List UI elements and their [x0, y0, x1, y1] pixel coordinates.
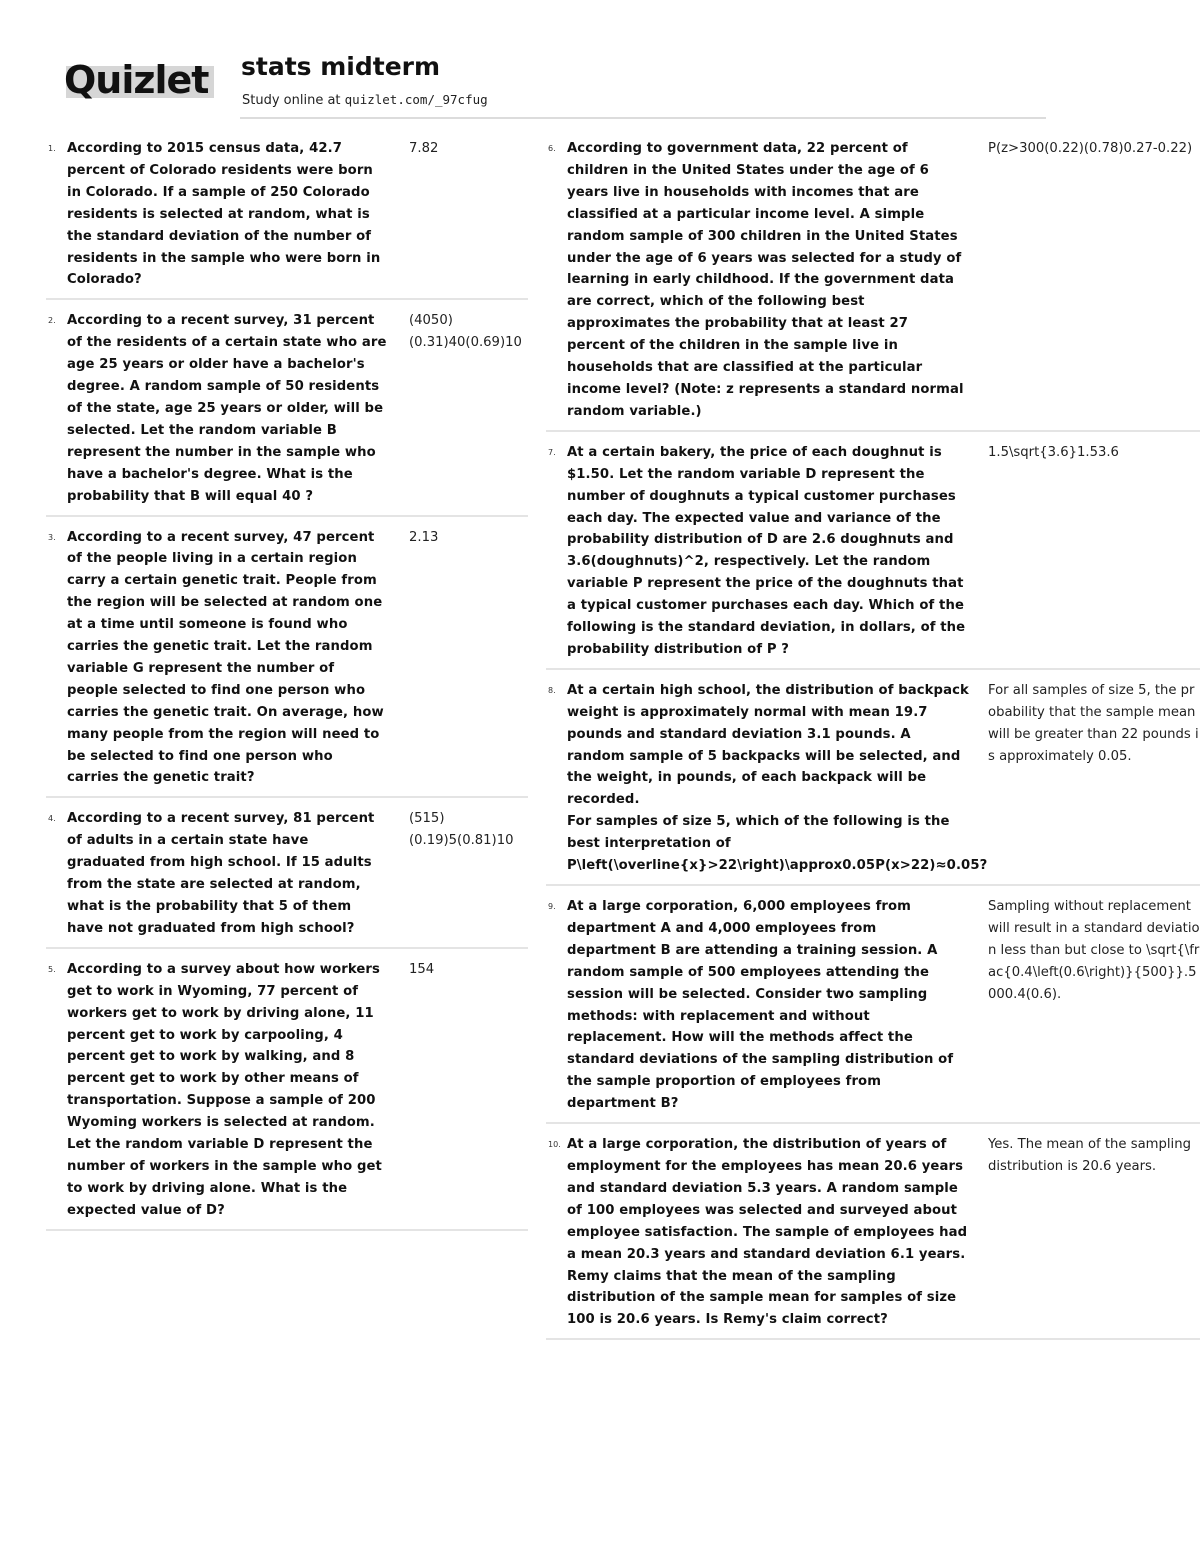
card-number: 2.	[48, 316, 56, 326]
card-number: 3.	[48, 532, 56, 542]
card-definition: For all samples of size 5, the probability that the sample mean will be greater than 22 pounds is approximately 0.05.	[988, 682, 1199, 764]
flashcard-10	[546, 1130, 1200, 1340]
card-definition: P(z>300(0.22)(0.78)0.27-0.22)	[988, 141, 1193, 156]
flashcard-8	[546, 676, 1200, 886]
card-term: According to 2015 census data, 42.7 percent of Colorado residents were born in Colorado. If a sample of 250 Colorado residents is selected at random, what is the standard deviation of the number of residents in the sample who were born in Colorado?	[67, 141, 381, 288]
card-term: At a large corporation, 6,000 employees from department A and 4,000 employees from department B are attending a training session. A random sample of 500 employees attending the session will be selected. Consider two sampling methods: with replacement and without replacement. How will the methods affect the standard deviations of the sampling distribution of the sample proportion of employees from department B?	[567, 899, 954, 1112]
card-definition: 154	[409, 961, 435, 977]
card-number: 9.	[548, 902, 556, 911]
card-term-part-1: At a certain high school, the distribution of backpack weight is approximately normal with mean 19.7 pounds and standard deviation 3.1 pounds. A random sample of 5 backpacks will be selected, and the weight, in pounds, of each backpack will be recorded.	[567, 682, 969, 808]
flashcard-3	[46, 523, 528, 799]
study-url[interactable]: quizlet.com/_97cfug	[344, 92, 488, 107]
flashcard-1	[46, 134, 528, 300]
flashcard-7	[546, 438, 1200, 670]
flashcard-9	[546, 892, 1200, 1124]
card-number: 6.	[548, 144, 556, 153]
card-number: 5.	[48, 964, 56, 974]
card-definition: (4050)(0.31)40(0.69)10	[409, 313, 522, 351]
card-number: 8.	[548, 685, 556, 695]
left-column	[46, 134, 528, 1237]
card-term	[567, 680, 988, 877]
card-term: At a certain bakery, the price of each doughnut is $1.50. Let the random variable D represent the number of doughnuts a typical customer purchases each day. The expected value and variance of the probability distribution of D are 2.6 doughnuts and 3.6(doughnuts)^2, respectively. Let the random variable P represent the price of the doughnuts that a typical customer purchases each day. Which of the following is the standard deviation, in dollars, of the probability distribution of P ?	[567, 444, 966, 657]
card-number: 7.	[548, 447, 556, 457]
card-definition: Yes. The mean of the sampling distribution is 20.6 years.	[988, 1137, 1191, 1174]
flashcard-5	[46, 955, 528, 1231]
quizlet-logo: Quizlet	[64, 58, 209, 102]
header-divider	[240, 117, 1046, 119]
flashcard-6	[546, 134, 1200, 432]
card-number: 10.	[548, 1140, 561, 1150]
card-definition: 1.5\sqrt{3.6}1.53.6	[988, 444, 1119, 460]
card-term: According to a recent survey, 31 percent of the residents of a certain state who are age 25 years or older have a bachelor's degree. A random sample of 50 residents of the state, age 25 years or older, will be selected. Let the random variable B represent the number in the sample who have a bachelor's degree. What is the probability that B will equal 40 ?	[67, 313, 387, 504]
page-title: stats midterm	[241, 52, 441, 81]
study-online-line	[242, 92, 488, 108]
flashcard-4	[46, 804, 528, 948]
card-number: 1.	[48, 144, 56, 153]
card-term-part-2: For samples of size 5, which of the following is the best interpretation of P\left(\overline{x}>22\right)\approx0.05P(x>22)≈0.05?	[567, 814, 988, 874]
card-term-part-1: At a large corporation, the distribution of years of employment for the employees has mean 20.6 years and standard deviation 5.3 years. A random sample of 100 employees was selected and surveyed about employee satisfaction. The sample of employees had a mean 20.3 years and standard deviation 6.1 years.	[567, 1137, 968, 1262]
right-column	[546, 134, 1200, 1346]
card-definition: 7.82	[409, 141, 439, 156]
card-definition: 2.13	[409, 529, 439, 545]
card-number: 4.	[48, 814, 56, 824]
card-term: According to a recent survey, 47 percent of the people living in a certain region carry a certain genetic trait. People from the region will be selected at random one at a time until someone is found who carries the genetic trait. Let the random variable G represent the number of people selected to find one person who carries the genetic trait. On average, how many people from the region will need to be selected to find one person who carries the genetic trait?	[67, 529, 384, 786]
card-definition: Sampling without replacement will result in a standard deviation less than but close to \sqrt{\frac{0.4\left(0.6\right)}{500}}.5000.4(0.6).	[988, 899, 1200, 1002]
card-term	[567, 1134, 969, 1331]
flashcard-2	[46, 306, 528, 516]
card-term: According to a survey about how workers get to work in Wyoming, 77 percent of workers get to work by driving alone, 11 percent get to work by carpooling, 4 percent get to work by walking, and 8 percent get to work by other means of transportation. Suppose a sample of 200 Wyoming workers is selected at random. Let the random variable D represent the number of workers in the sample who get to work by driving alone. What is the expected value of D?	[67, 961, 382, 1218]
card-term: According to government data, 22 percent of children in the United States under the age of 6 years live in households with incomes that are classified at a particular income level. A simple random sample of 300 children in the United States under the age of 6 years was selected for a study of learning in early childhood. If the government data are correct, which of the following best approximates the probability that at least 27 percent of the children in the sample live in households that are classified at the particular income level? (Note: z represents a standard normal random variable.)	[567, 141, 964, 419]
card-definition: (515)(0.19)5(0.81)10	[409, 811, 514, 849]
card-term-part-2: Remy claims that the mean of the sampling distribution of the sample mean for samples of size 100 is 20.6 years. Is Remy's claim correct?	[567, 1268, 957, 1328]
study-prefix: Study online at	[242, 93, 341, 108]
card-term: According to a recent survey, 81 percent of adults in a certain state have graduated from high school. If 15 adults from the state are selected at random, what is the probability that 5 of them have not graduated from high school?	[67, 811, 375, 936]
